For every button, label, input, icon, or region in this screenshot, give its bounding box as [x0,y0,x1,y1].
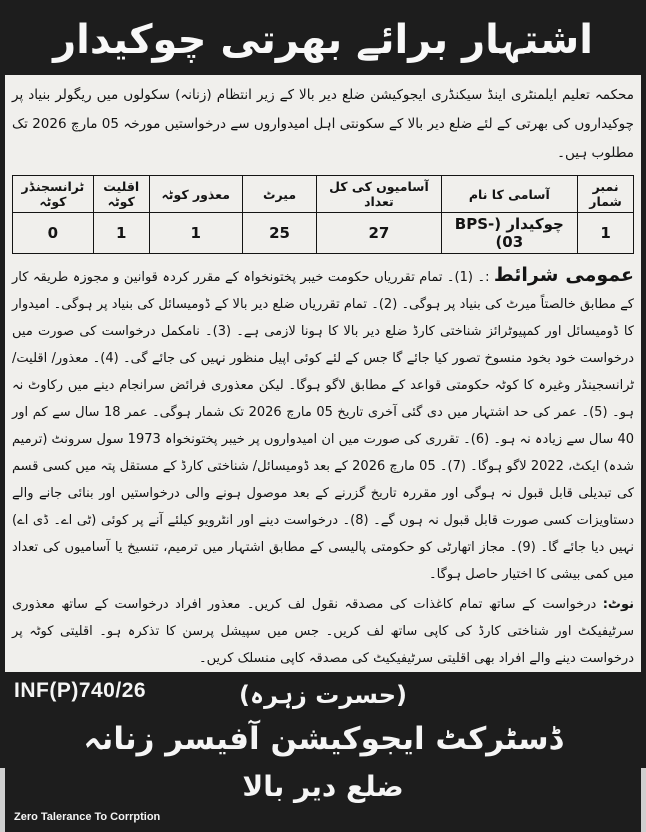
inf-number: INF(P)740/26 [14,679,147,702]
title-banner [5,5,641,75]
terms-heading: عمومی شرائط [493,264,634,286]
cell-total-posts: 27 [317,213,441,254]
advertisement-body [5,75,641,672]
table-header-row [13,176,634,213]
cell-disabled-quota: 1 [149,213,242,254]
note-text: درخواست کے ساتھ تمام کاغذات کی مصدقہ نقول لف کریں۔ معذور افراد درخواست کے ساتھ معذوری سرٹیفیکٹ اور شناختی کارڈ کی کاپی ساتھ لف کریں۔ جس میں سپیشل پرسن کا تذکرہ ہو۔ اقلیتی کوٹہ پر درخواست دینے والے افراد بھی اقلیتی سرٹیفیکیٹ کی مصدقہ کاپی منسلک کریں۔ [12,597,634,666]
intro-paragraph: محکمہ تعلیم ایلمنٹری اینڈ سیکنڈری ایجوکیشن ضلع دیر بالا کے زیر انتظام (زنانہ) سکولوں میں ریگولر بنیاد پر چوکیداروں کی بھرتی کے لئے ضلع دیر بالا کے سکونتی اہل امیدواروں سے درخواستیں مورخہ 05 مارچ 2026 تک مطلوب ہیں۔ [12,87,634,161]
terms-text: :۔ (1)۔ تمام تقرریاں حکومت خیبر پختونخواہ کے مقرر کردہ قوانین و مجوزہ طریقہ کار کے مطابق خالصتاً میرٹ کی بنیاد پر ہوگی۔ (2)۔ تمام تقرریاں ضلع دیر بالا کے ڈومیسائل کی بنیاد پر ہوگی۔ امیدوار کا ڈومیسائل اور کمپیوٹرائز شناختی کارڈ ضلع دیر بالا کا ہونا لازمی ہے۔ (3)۔ نامکمل درخواست کی صورت میں درخواست خود بخود منسوخ تصور کیا جائے گا جس کے لئے کوئی اپیل منظور نہیں کی جائے گی۔ (4)۔ معذور/ اقلیت/ ٹرانسجینڈر وغیرہ کا کوٹہ حکومتی قواعد کے مطابق لاگو ہوگا۔ لیکن معذوری فرائض سرانجام دینے میں رکاوٹ نہ ہو۔ (5)۔ عمر کی حد اشتہار میں دی گئی آخری تاریخ 05 مارچ 2026 تک شمار ہوگی۔ عمر 18 سال سے کم اور 40 سال سے زیادہ نہ ہو۔ (6)۔ تقرری کی صورت میں ان امیدواروں پر خیبر پختونخواہ 1973 سول سرونٹ (ترمیم شدہ) ایکٹ، 2022 لاگو ہوگا۔ (7)۔ 05 مارچ 2026 کے بعد ڈومیسائل/ شناختی کارڈ کے مستقل پتہ میں کسی قسم کی تبدیلی قابل قبول نہ ہوگی اور مقررہ تاریخ گزرنے کے بعد موصول ہونے والی درخواستیں اور بنائی جانے والے دستاویزات کسی صورت قابل قبول نہ ہوں گے۔ (8)۔ درخواست دینے اور انٹرویو کیلئے آنے پر کوئی (ٹی اے۔ ڈی اے) نہیں دیا جائے گا۔ (9)۔ مجاز اتھارٹی کو حکومتی پالیسی کے مطابق اشتہار میں ترمیم، تنسیخ یا آسامیوں کی تعداد میں کمی بیشی کا اختیار حاصل ہوگا۔ [12,270,635,582]
cell-serial: 1 [578,213,634,254]
note-label: نوٹ: [602,597,634,612]
cell-merit: 25 [242,213,317,254]
col-header-minority-quota: اقلیت کوٹہ [93,176,149,213]
col-header-transgender-quota: ٹرانسجنڈر کوٹہ [13,176,94,213]
note-paragraph [12,591,634,672]
terms-paragraph [12,262,634,588]
col-header-total-posts: آسامیوں کی کل تعداد [317,176,441,213]
signer-district: ضلع دیر بالا [242,770,404,803]
col-header-serial: نمبر شمار [578,176,634,213]
anti-corruption-slogan: Zero Talerance To Corrption [14,811,161,823]
col-header-post-name: آسامی کا نام [441,176,578,213]
cell-transgender-quota: 0 [13,213,94,254]
page-title: اشتہار برائے بھرتی چوکیدار [53,17,593,63]
cell-post-name: چوکیدار (BPS-03) [441,213,578,254]
signer-designation: ڈسٹرکٹ ایجوکیشن آفیسر زنانہ [83,721,563,757]
footer [5,672,641,832]
table-row [13,213,634,254]
vacancy-table [12,175,634,254]
col-header-disabled-quota: معذور کوٹہ [149,176,242,213]
col-header-merit: میرٹ [242,176,317,213]
cell-minority-quota: 1 [93,213,149,254]
signer-name: (حسرت زہرہ) [239,681,407,709]
